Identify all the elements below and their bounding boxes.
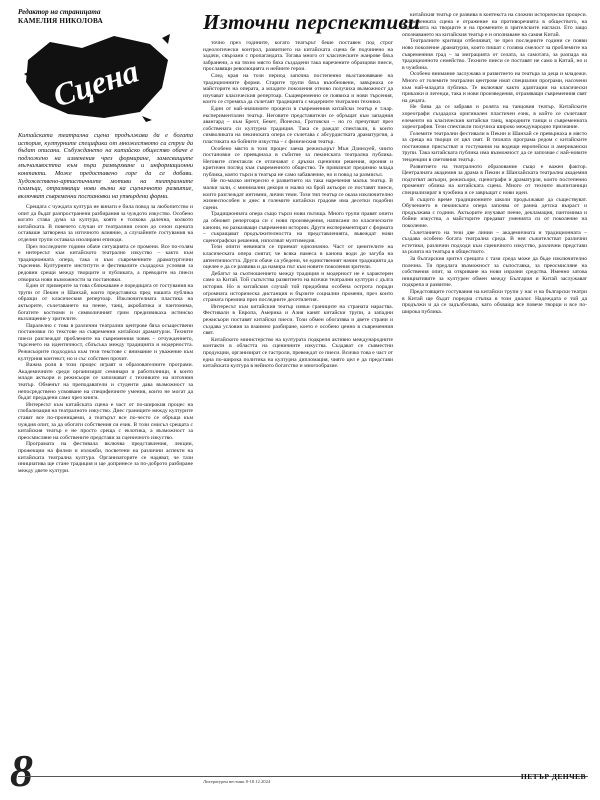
paragraph: Един от примерите за това сближаване е поредицата от гостувания на трупи от Пекин и Шанхай, които представиха пред нашата публика образци от класическия репертоар. Изключителната пластика на актьорите, съчетаването на пеене, танц, акробатика и пантомима, богатите костюми и символичният грим предизвикаха истинско възхищение у зрителите. <box>18 283 193 323</box>
text-column-3 <box>402 12 587 764</box>
paragraph: Тези опити невинаги се приемат еднозначно. Част от ценителите на класическата опера смятат, че всяка намеса в канона води до загуба на автентичността. Други обаче са убедени, че единственият начин традицията да оцелее е да се развива и да намира път към новите поколения зрители. <box>203 244 393 271</box>
paragraph: Предстоящите гостувания на китайски трупи у нас и на български театри в Китай ще бъдат поредна стъпка в този диалог. Надеждата е той да продължи и да се задълбочава, като обхваща все повече творци и все по-широка публика. <box>402 288 587 315</box>
editor-role: Редактор на страницата <box>18 8 101 16</box>
article-headline: Източни перспективи <box>203 10 421 34</box>
paragraph: За българския зрител срещата с тази среда може да бъде изключително полезна. Тя предлага възможност за съпоставка, за преосмисляне на собствения опит, за откриване на нови изразни средства. Именно затова инициативите за културен обмен между България и Китай заслужават подкрепа и развитие. <box>402 255 587 289</box>
paragraph: Традиционната опера също търси нови пътища. Много трупи правят опити да обновят репертоара си с нови произведения, написани по класическите канони, но разказващи съвременни истории. Други експериментират с формата – съкращават продължителността на представленията, въвеждат нови сценографски решения, използват мултимедия. <box>203 211 393 244</box>
paragraph: Интересът към китайската сцена е част от по-широкия процес на глобализация на театралното изкуство. Днес границите между културите стават все по-проницаеми, а театърът все по-често се обръща към чуждия опит, за да обогати собствения си език. В този смисъл срещата с китайския театър е не просто среща с екзотика, а възможност за преосмисляне на собствените представи за сценичното изкуство. <box>18 401 193 441</box>
paragraph: В същото време традиционните школи продължават да съществуват. Обучението в пекинската опера започва от ранна детска възраст и продължава с години. Актьорите изучават пеене, декламация, пантомима и бойни изкуства, а майсторите предават уменията си от поколение на поколение. <box>402 196 587 229</box>
paragraph: Интересът към китайския театър извън границите на страната нараства. Фестивали в Европа, Америка и Азия канят китайски трупи, а западни режисьори поставят китайски пиеси. Този обмен обогатява и двете страни и създава условия за взаимно разбиране, което е особено ценно в съвременния свят. <box>203 303 393 337</box>
footer-publication: Литературен вестник 8-18.12.2024 <box>203 779 271 784</box>
paragraph: Не по-малко интересно е развитието на така наречения малък театър. В малки зали, с минимални декори и малко на брой актьори се поставят пиеси, които разглеждат интимни, лични теми. Този тип театър се оказа изключително жизнеспособен и днес в големите китайски градове има десетки подобни сцени. <box>203 178 393 211</box>
paragraph: Важна роля в този процес играят и образователните програми. Академичните среди организират семинари и работилници, в които млади актьори и режисьори се запознават с техниките на източния театър. Обменът на преподаватели и студенти дава възможност за непосредствено усвояване на специфичните умения, които не могат да бъдат предадени само чрез книги. <box>18 362 193 402</box>
paragraph: Развитието на театралното образование също е важен фактор. Централната академия за драма в Пекин и Шанхайската театрална академия подготвят актьори, режисьори, сценографи и драматурзи, които постепенно променят облика на китайската сцена. Много от техните възпитаници специализират в чужбина и се завръщат с нови идеи. <box>402 163 587 197</box>
editor-credit <box>18 8 193 26</box>
rubric-brush-graphic <box>22 30 172 122</box>
editor-name: КАМЕЛИЯ НИКОЛОВА <box>18 17 103 25</box>
paragraph: Театралните критици отбелязват, че през последните години се появи ново поколение драматурзи, които пишат с голяма смелост за проблемите на съвременния град – за миграцията от селата, за самотата, за разпада на традиционното семейство. Техните пиеси се поставят не само в Китай, но и в чужбина. <box>402 38 587 71</box>
paragraph: След края на този период започна постепенно възстановяване на традиционните форми. Старите трупи бяха възобновени, завърнаха се майсторите на операта, а младите поколения отново получиха възможност да изучават класическия репертоар. Същевременно се появиха и нови търсения, които се стремяха да съчетаят традицията с модерните театрални техники. <box>203 72 393 106</box>
text-column-1 <box>18 204 193 752</box>
paragraph: Програмата на фестивала включва представления, лекции, прожекции на филми и изложби, посветени на различни аспекти на китайската театрална култура. Организаторите се надяват, че тази инициатива ще стане традиция и ще допринесе за по-доброто разбиране между двете култури. <box>18 441 193 474</box>
article-author: ПЕТЪР ДЕНЧЕВ <box>520 772 586 781</box>
text-column-2 <box>203 40 393 770</box>
page-number: 8 <box>10 745 33 796</box>
paragraph: Китайското министерство на културата подкрепя активно международните контакти в областта на сценичните изкуства. Създават се съвместни продукции, организират се гастроли, превеждат се пиеси. Всичко това е част от една по-широка политика на културна дипломация, чиято цел е да представи китайската култура в нейното богатство и многообразие. <box>203 336 393 370</box>
paragraph: Не бива да се забравя и ролята на танцовия театър. Китайските хореографи създадоха оригинален пластичен език, в който се съчетават елементи на класическия китайски танц, народните танци и съвременната хореография. Тези спектакли получиха широко международно признание. <box>402 104 587 131</box>
paragraph: китайския театър се развива в контекста на сложни исторически процеси. Съвременната сцена е отражение на противоречията в обществото, на търсенията на творците и на промените в зрителските нагласи. Ето защо опознаването на китайския театър е и опознаване на самия Китай. <box>402 12 587 38</box>
paragraph: Особено място в този процес заема режисьорът Мън Дзинхуей, чиито постановки се превърнаха в събитие за пекинската театрална публика. Неговите спектакли се отличават с дръзки сценични решения, ирония и критичен поглед към съвременното общество. Те привличат предимно млада публика, която търси в театъра не само забавление, но и повод за размисъл. <box>203 145 393 178</box>
paragraph: Паралелно с това в различни театрални центрове бяха осъществени постановки по текстове на съвременни китайски драматурзи. Техните пиеси разглеждат проблемите на съвременния човек – отчуждението, търсенето на идентичност, сблъсъка между традицията и модерността. Режисьорите подходиха към тези текстове с внимание и уважение към културния контекст, но и със собствен прочит. <box>18 322 193 362</box>
paragraph: Особено внимание заслужава и развитието на театъра за деца и младежи. Много от големите театрални центрове имат специални програми, насочени към най-младата публика. Те включват както адаптации на класически приказки и легенди, така и нови произведения, отразяващи съвременния свят на децата. <box>402 71 587 104</box>
paragraph: Срещата с чуждата култура не винаги е била повод за любопитство и опит да бъдат разпространени разбирания за чуждото изкуство. Особено когато става дума за култура, която е толкова далечна, колкото китайската. В повечето случаи от театралния сезон до сезон сцената оставаше затворена за източното влияние, а случайните гостувания на отделни трупи оставаха изолирани епизоди. <box>18 204 193 243</box>
rubric-label: Сцена <box>48 52 143 114</box>
paragraph: Един от най-значимите процеси в съвременния китайски театър е т.нар. експериментален театър. Неговите представители се обръщат към западния авангард – към Брехт, Бекет, Йонеско, Гротовски – но го пречупват през собствената си културна традиция. Така се раждат спектакли, в които символиката на пекинската опера се съчетава с абсурдистката драматургия, а пластиката на бойните изкуства – с физическия театър. <box>203 105 393 145</box>
paragraph: точно през годините, когато театърът беше поставен под строг идеологически контрол, развитието на китайската сцена бе подчинено на задачи, свързани с пропагандата. Тогава много от класическите жанрове бяха забранени, а на тяхно място бяха създадени така наречените образцови пиеси, прославящи революцията и нейните герои. <box>203 40 393 73</box>
article-lead: Китайската театрална сцена продължава да е богата история, културните специфики от множеството си струи да бъдат описани. Събуждането на китайско общество обаче е подложено на изменения чрез формиране, замесващите мълчаливостта към пъри развърхване и информационни контакти. Може предоставено горе да се добави. Художествено-артистичните мотиви на театралните пламъци, отразяващи нови вълни на сценичното развитие, включват съвременни постановки на утвърдени форми. <box>18 132 193 200</box>
paragraph: Дебатът за съотношението между традиция и модерност не е характерен само за Китай. Той съпътства развитието на всички театрални култури с дълга история. Но в китайския случай той придобива особена острота поради огромната историческа дистанция и бързите социални промени, през които страната премина през последните десетилетия. <box>203 270 393 304</box>
paragraph: През последните години обаче ситуацията се промени. Все по-голям е интересът към китайското театрално изкуство – както към традиционната опера, така и към съвременните драматургични търсения. Културните институти и фестивалите създадоха условия за редовни срещи между творците и публиката, а преводите на пиеси отвориха нови възможности за постановки. <box>18 243 193 283</box>
footer-rule <box>18 776 588 777</box>
paragraph: Големите театрални фестивали в Пекин и Шанхай се превърнаха в място за среща на творци от цял свят. В тяхната програма редом с китайските постановки присъстват и гостувания на водещи европейски и американски трупи. Така китайската публика има възможност да се запознае с най-новите тенденции в световния театър. <box>402 130 587 164</box>
section-rubric-scena <box>22 30 172 122</box>
paragraph: Съчетанието на тези две линии – академичната и традиционната – създава особено богата театрална среда. В нея съжителстват различни естетики, различни подходи към сценичното изкуство, различни представи за ролята на театъра в обществото. <box>402 229 587 256</box>
